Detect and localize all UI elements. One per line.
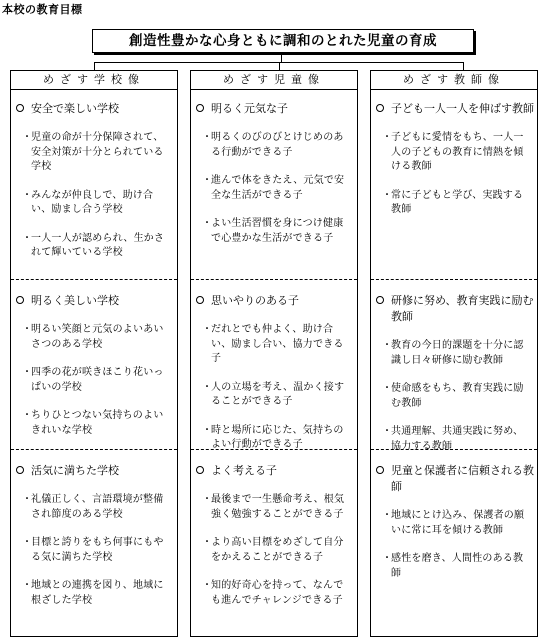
section-heading: 研修に努め、教育実践に励む教師	[371, 293, 537, 325]
list-item: ・ だれとでも仲よく、助け合い、励まし合い、協力できる子	[191, 323, 357, 367]
section-heading: 児童と保護者に信頼される教師	[371, 463, 537, 495]
connector-stem	[281, 53, 282, 62]
section	[191, 463, 357, 608]
list-item: ・ 共通理解、共通実践に努め、協力する教師	[371, 425, 537, 454]
list-item: ・ 明るくのびのびとけじめのある行動ができる子	[191, 131, 357, 160]
column-header: めざす児童像	[191, 71, 357, 90]
connector-left	[94, 62, 95, 70]
list-item: ・ 地域との連携を図り、地域に根ざした学校	[11, 579, 177, 608]
circle-icon	[16, 104, 24, 112]
list-item: ・ 礼儀正しく、言語環境が整備され節度のある学校	[11, 493, 177, 522]
section	[11, 293, 177, 438]
page-title: 本校の教育目標	[2, 3, 83, 16]
section-heading: よく考える子	[191, 463, 357, 479]
circle-icon	[196, 466, 204, 474]
section-heading: 明るく美しい学校	[11, 293, 177, 309]
list-item: ・ 人の立場を考え、温かく接することができる子	[191, 381, 357, 410]
connector-center	[279, 62, 280, 70]
section-divider	[191, 279, 357, 281]
section-divider	[11, 279, 177, 281]
section-divider	[371, 279, 537, 281]
list-item: ・ 明るい笑顔と元気のよいあいさつのある学校	[11, 323, 177, 352]
section-divider	[191, 449, 357, 451]
circle-icon	[16, 296, 24, 304]
column-school	[10, 70, 178, 637]
section-heading: 思いやりのある子	[191, 293, 357, 309]
list-item: ・ 目標と誇りをもち何事にもやる気に満ちた学校	[11, 536, 177, 565]
list-item: ・ 使命感をもち、教育実践に励む教師	[371, 382, 537, 411]
list-item: ・ 常に子どもと学び、実践する教師	[371, 189, 537, 218]
section	[191, 293, 357, 453]
column-teachers	[370, 70, 538, 637]
list-item: ・ みんなが仲良しで、助け合い、励まし合う学校	[11, 189, 177, 218]
circle-icon	[376, 466, 384, 474]
section-divider	[371, 449, 537, 451]
list-item: ・ 感性を磨き、人間性のある教師	[371, 552, 537, 581]
section	[371, 101, 537, 218]
list-item: ・ より高い目標をめざして自分をかえることができる子	[191, 536, 357, 565]
section-heading: 子ども一人一人を伸ばす教師	[371, 101, 537, 117]
section	[11, 101, 177, 261]
section	[191, 101, 357, 246]
circle-icon	[16, 466, 24, 474]
list-item: ・ 教育の今日的課題を十分に認識し日々研修に励む教師	[371, 339, 537, 368]
list-item: ・ 地域にとけ込み、保護者の願いに常に耳を傾ける教師	[371, 509, 537, 538]
circle-icon	[376, 104, 384, 112]
section	[371, 463, 537, 581]
list-item: ・ 四季の花が咲きほこり花いっぱいの学校	[11, 366, 177, 395]
circle-icon	[376, 296, 384, 304]
list-item: ・ ちりひとつない気持ちのよいきれいな学校	[11, 409, 177, 438]
connector-right	[463, 62, 464, 70]
list-item: ・ よい生活習慣を身につけ健康で心豊かな生活ができる子	[191, 217, 357, 246]
column-header: めざす学校像	[11, 71, 177, 90]
section-divider	[11, 449, 177, 451]
list-item: ・ 進んで体をきたえ、元気で安全な生活ができる子	[191, 174, 357, 203]
main-goal-title: 創造性豊かな心身ともに調和のとれた児童の育成	[92, 29, 474, 53]
list-item: ・ 最後まで一生懸命考え、根気強く勉強することができる子	[191, 493, 357, 522]
section	[371, 293, 537, 454]
list-item: ・ 子どもに愛情をもち、一人一人の子どもの教育に情熱を傾ける教師	[371, 131, 537, 175]
column-students	[190, 70, 358, 637]
section-heading: 安全で楽しい学校	[11, 101, 177, 117]
list-item: ・ 知的好奇心を持って、なんでも進んでチャレンジできる子	[191, 579, 357, 608]
column-header: めざす教師像	[371, 71, 537, 90]
list-item: ・ 児童の命が十分保障されて、安全対策が十分とられている学校	[11, 131, 177, 175]
list-item: ・ 時と場所に応じた、気持ちのよい行動ができる子	[191, 424, 357, 453]
section-heading: 活気に満ちた学校	[11, 463, 177, 479]
circle-icon	[196, 104, 204, 112]
list-item: ・ 一人一人が認められ、生かされて輝いている学校	[11, 232, 177, 261]
section	[11, 463, 177, 608]
circle-icon	[196, 296, 204, 304]
section-heading: 明るく元気な子	[191, 101, 357, 117]
